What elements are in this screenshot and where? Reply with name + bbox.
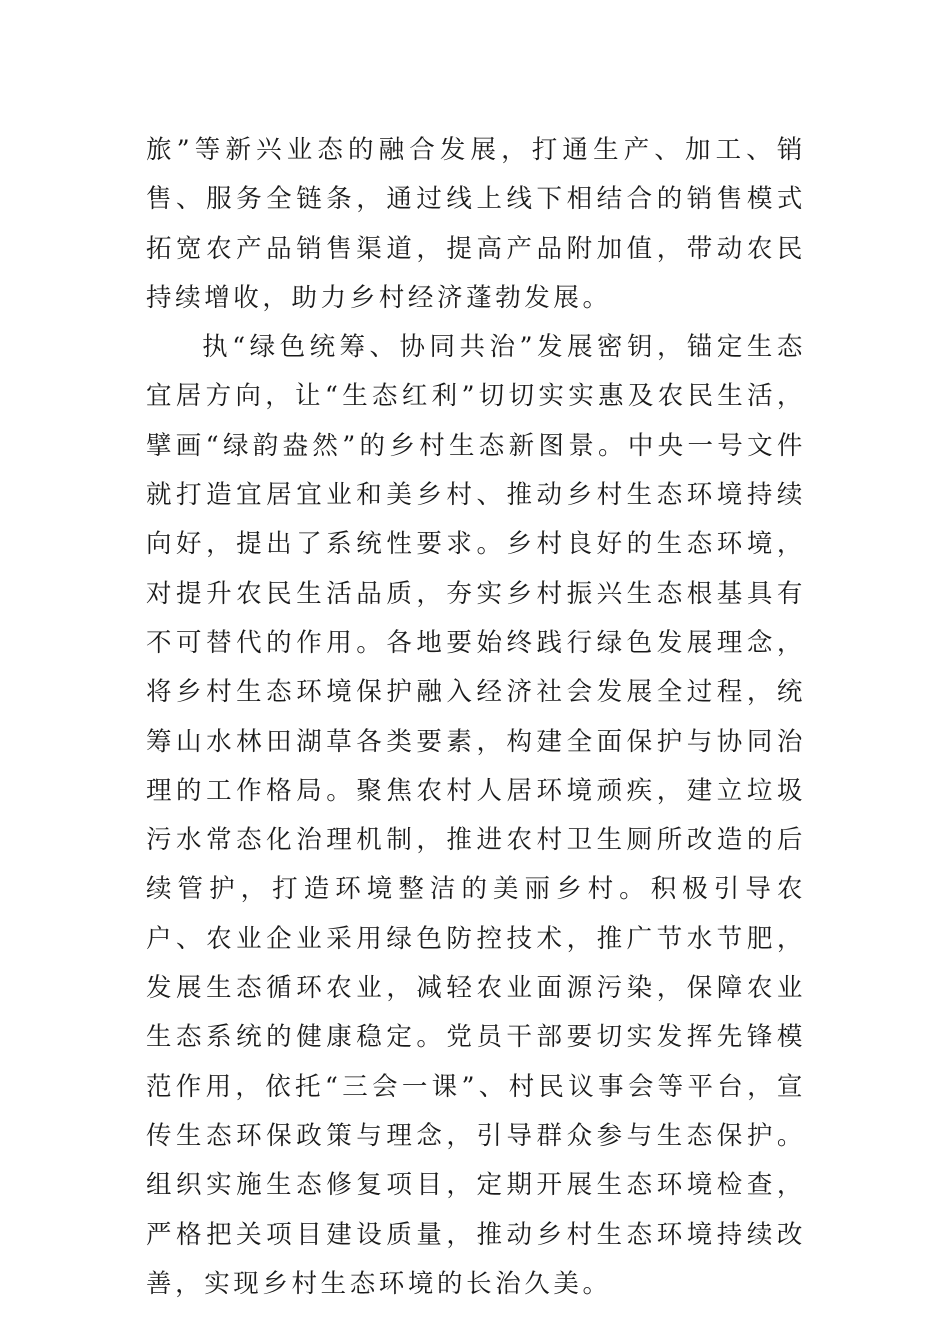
paragraph-continued: 旅”等新兴业态的融合发展，打通生产、加工、销售、服务全链条，通过线上线下相结合的销售模式拓宽农产品销售渠道，提高产品附加值，带动农民持续增收，助力乡村经济蓬勃发展。 bbox=[146, 135, 806, 313]
document-body bbox=[146, 126, 806, 1309]
paragraph-ecology: 执“绿色统筹、协同共治”发展密钥，锚定生态宜居方向，让“生态红利”切切实实惠及农民生活，擘画“绿韵盎然”的乡村生态新图景。中央一号文件就打造宜居宜业和美乡村、推动乡村生态环境持续向好，提出了系统性要求。乡村良好的生态环境，对提升农民生活品质，夯实乡村振兴生态根基具有不可替代的作用。各地要始终践行绿色发展理念，将乡村生态环境保护融入经济社会发展全过程，统筹山水林田湖草各类要素，构建全面保护与协同治理的工作格局。聚焦农村人居环境顽疾，建立垃圾污水常态化治理机制，推进农村卫生厕所改造的后续管护，打造环境整洁的美丽乡村。积极引导农户、农业企业采用绿色防控技术，推广节水节肥，发展生态循环农业，减轻农业面源污染，保障农业生态系统的健康稳定。党员干部要切实发挥先锋模范作用，依托“三会一课”、村民议事会等平台，宣传生态环保政策与理念，引导群众参与生态保护。组织实施生态修复项目，定期开展生态环境检查，严格把关项目建设质量，推动乡村生态环境持续改善，实现乡村生态环境的长治久美。 bbox=[146, 332, 806, 1299]
